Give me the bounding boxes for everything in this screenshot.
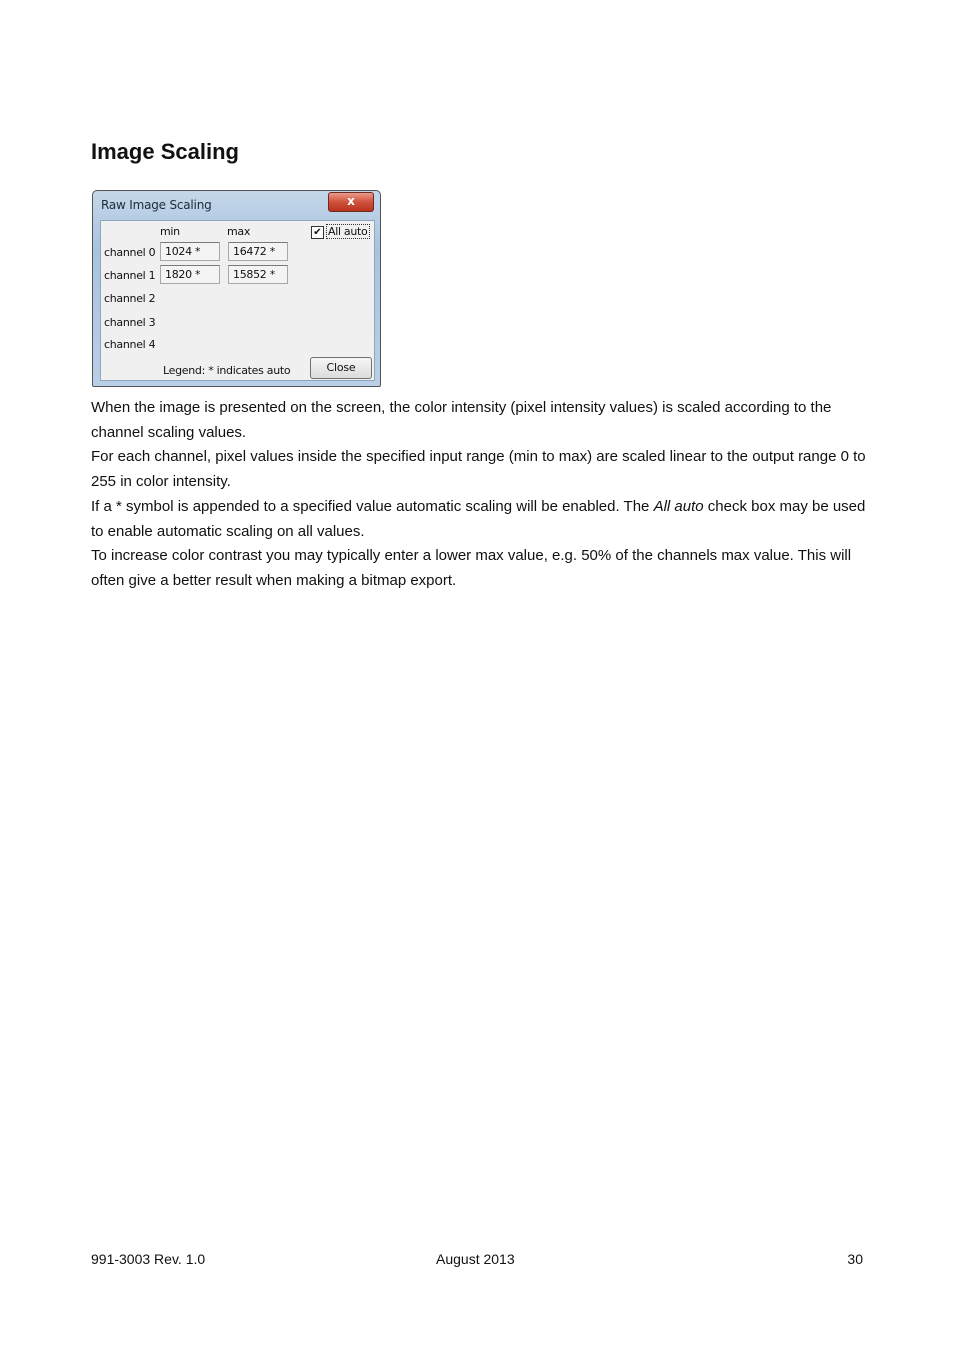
all-auto-label[interactable]: All auto [328,225,368,238]
all-auto-emphasis: All auto [653,497,704,515]
channel-1-max-input[interactable]: 15852 * [228,265,288,284]
window-close-icon[interactable]: x [328,192,374,212]
channel-4-label: channel 4 [104,338,156,351]
dialog-client-area [100,220,375,381]
all-auto-checkbox[interactable] [311,226,324,239]
paragraph-text: If a * symbol is appended to a specified value automatic scaling will be enabled. The [91,497,654,515]
channel-2-label: channel 2 [104,292,156,305]
dialog-titlebar[interactable] [93,191,380,219]
paragraph [91,495,871,544]
footer-date: August 2013 [436,1251,515,1267]
min-column-header: min [160,225,180,238]
channel-0-label: channel 0 [104,246,156,259]
body-text [91,396,871,594]
paragraph-text: check box may be used to enable automatic scaling on all values. [91,497,866,540]
section-heading: Image Scaling [91,139,239,164]
max-column-header: max [227,225,251,238]
close-button[interactable]: Close [310,357,372,379]
channel-0-max-input[interactable]: 16472 * [228,242,288,261]
paragraph: For each channel, pixel values inside the specified input range (min to max) are scaled linear to the output range 0 to 255 in color intensity. [91,448,866,491]
raw-image-scaling-dialog [92,190,381,387]
channel-0-min-input[interactable]: 1024 * [160,242,220,261]
paragraph: When the image is presented on the screen, the color intensity (pixel intensity values) is scaled according to the channel scaling values. [91,399,832,441]
footer-page-number: 30 [847,1251,863,1267]
channel-1-label: channel 1 [104,269,156,282]
checkmark-icon: ✔ [313,227,322,238]
dialog-title: Raw Image Scaling [101,198,212,212]
legend-text: Legend: * indicates auto [163,364,291,377]
channel-1-min-input[interactable]: 1820 * [160,265,220,284]
paragraph: To increase color contrast you may typically enter a lower max value, e.g. 50% of the channels max value. This will often give a better result when making a bitmap export. [91,547,852,589]
footer-doc-number: 991-3003 Rev. 1.0 [91,1251,206,1267]
channel-3-label: channel 3 [104,316,156,329]
